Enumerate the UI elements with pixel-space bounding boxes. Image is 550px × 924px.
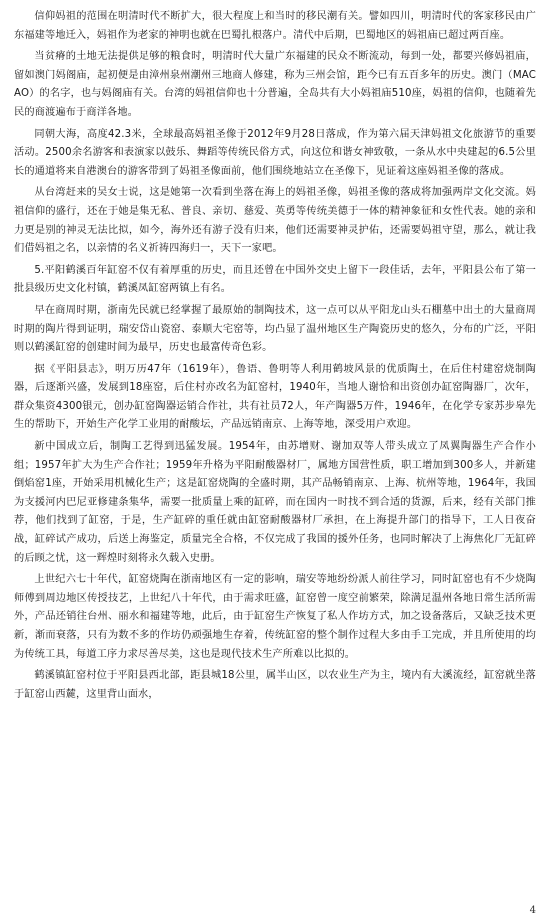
paragraph-gangyao-location: 鹤溪镇缸窑村位于平阳县西北部，距县城18公里，属半山区，以农业生产为主，境内有大溪流经，缸窑就坐落于缸窑山西麓，这里背山面水， xyxy=(14,670,536,700)
paragraph-gangyao-decline: 上世纪六七十年代，缸窑烧陶在浙南地区有一定的影响，瑞安等地纷纷派人前往学习，同时缸窑也有不少烧陶师傅到周边地区传授技艺，上世纪八十年代，由于需求旺盛，缸窑曾一度空前繁荣，除满足温州各地日常生活所需外，产品还销往台州、丽水和福建等地，此后，由于缸窑生产恢复了私人作坊方式，加之设备落后，又缺乏技术更新，渐而衰落，只有为数不多的作坊仍顽强地生存着，传统缸窑的整个制作过程大多由手工完成，并且所使用的均为传统工具，每道工序力求尽善尽美，这也是现代技术生产所难以比拟的。 xyxy=(14,574,536,660)
paragraph-mazu-spread: 信仰妈祖的范围在明清时代不断扩大，很大程度上和当时的移民潮有关。譬如四川，明清时代的客家移民由广东福建等地迁入，妈祖作为老家的神明也就在巴蜀扎根落户。清代中后期，巴蜀地区的妈祖庙已超过两百座。 xyxy=(14,11,536,41)
paragraph-mazu-temples: 当贫瘠的土地无法提供足够的粮食时，明清时代大量广东福建的民众不断流动，每到一处，都要兴修妈祖庙，留如澳门妈阁庙，起初便是由漳州泉州潮州三地商人修建，称为三州会馆，距今已有五百多年的历史。澳门（MACAO）的名字，也与妈阁庙有关。台湾的妈祖信仰也十分普遍，全岛共有大小妈祖庙510座，妈祖的信仰，也随着先民的商渡遍布于商洋各地。 xyxy=(14,51,536,118)
paragraph-mazu-statue: 同朝大海，高度42.3米，全球最高妈祖圣像于2012年9月28日落成，作为第六届天津妈祖文化旅游节的重要活动。2500余名游客和表演家以鼓乐、舞蹈等传统民俗方式，向这位和谐女神致敬，一条从水中央建起的6.5公里长的通道将来自港澳台的游客带到了妈祖圣像面前，他们围绕地站立在圣像下，见证着这座妈祖圣像的落成。 xyxy=(14,128,536,177)
page-number: 4 xyxy=(529,905,536,916)
paragraph-gangyao-history: 据《平阳县志》，明万历47年（1619年），鲁语、鲁明等人利用鹤坡风景的优质陶土，在后住村建窑烧制陶器，后逐渐兴盛，发展到18座窑，后住村亦改名为缸窑村，1940年，当地人谢恰和出资创办缸窑陶器厂，次年，群众集资4300银元，创办缸窑陶器运销合作社，共有社员72人，年产陶器5万件，1946年，在化学专家苏步皋先生的帮助下，开始生产化学工业用的耐酸坛，产品远销南京、上海等地，深受用户欢迎。 xyxy=(14,363,536,431)
paragraph-mazu-culture: 从台湾赶来的吴女士说，这是她第一次看到坐落在海上的妈祖圣像，妈祖圣像的落成将加强两岸文化交流。妈祖信仰的盛行，还在于她是集无私、普良、亲切、慈爱、英勇等传统美德于一体的精神象征和女性代表。她的亲和力更是别的神灵无法比拟，如今，海外还有游子没有归来，他们还需要神灵护佑，还需要妈祖守望，那么，就让我们借妈祖之名，以亲情的名义祈祷四海归一，天下一家吧。 xyxy=(14,187,536,255)
paragraph-gangyao-intro: 5.平阳鹤溪百年缸窑不仅有着厚重的历史，而且还曾在中国外交史上留下一段佳话，去年，平阳县公布了第一批县级历史文化村镇，鹤溪凤缸窑两镇上有名。 xyxy=(14,264,536,295)
paragraph-gangyao-development: 新中国成立后，制陶工艺得到迅猛发展。1954年，由苏增财、谢加双等人带头成立了凤翼陶器生产合作小组；1957年扩大为生产合作社；1959年升格为平阳耐酸器材厂，属地方国营性质，职工增加到300多人，并新建倒焰窑1座，开始采用机械化生产；这是缸窑烧陶的全盛时期，其产品畅销南京、上海、杭州等地，1964年，我国为支援河内巴尼亚修建条集华，需要一批质量上乘的缸碎，而在国内一时找不到合适的货源，后来，经有关部门推荐，他们找到了缸窑，于是，生产缸碎的重任就由缸窑耐酸器材厂承担，在上海提升部门的指导下，工人日夜奋战，缸碎试产成功，后送上海鉴定，质量完全合格，不仅完成了我国的援外任务，也同时解决了上海焦化厂无缸碎的后顾之忧，这一辉煌时刻将永久载入史册。 xyxy=(14,441,536,564)
paragraph-gangyao-origin: 早在商周时期，浙南先民就已经掌握了最原始的制陶技术，这一点可以从平阳龙山头石棚墓中出土的大量商周时期的陶片得到证明，瑞安岱山瓷窑、泰顺大宅窑等，均凸显了温州地区生产陶瓷历史的悠久，分布的广泛，平阳则以鹤溪缸窑的创建时间为最早，历史也最富传奇色彩。 xyxy=(14,304,536,354)
